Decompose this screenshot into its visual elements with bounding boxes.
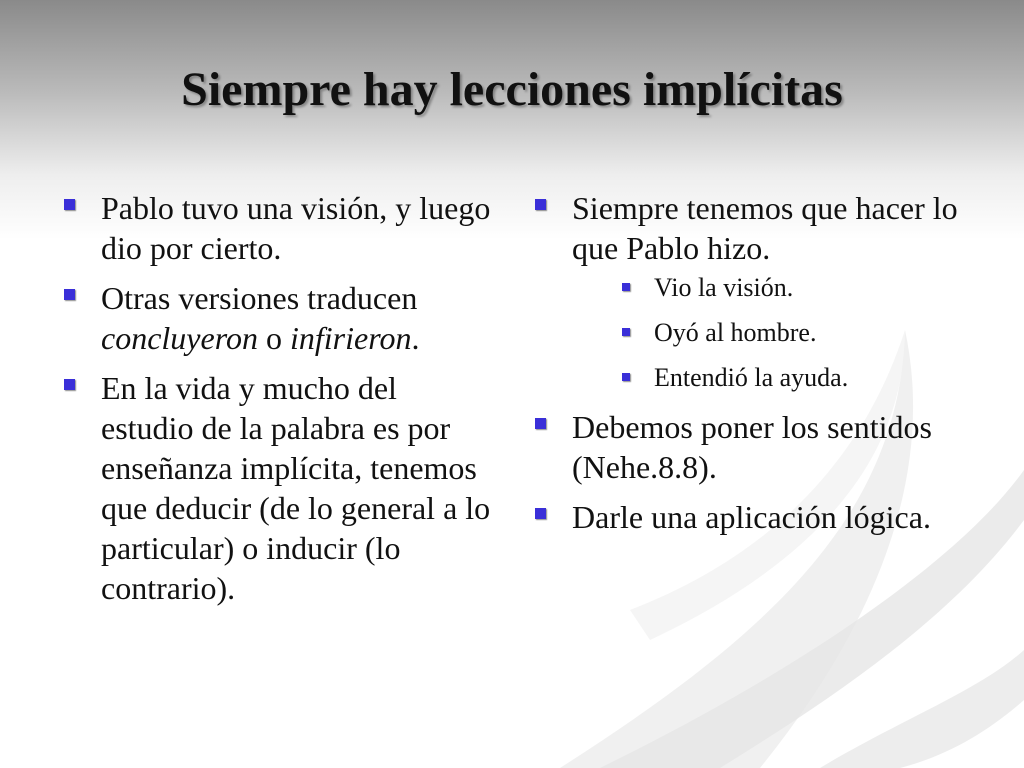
square-bullet-icon xyxy=(622,283,630,291)
sub-list-item xyxy=(620,272,973,304)
italic-term: concluyeron xyxy=(101,320,258,356)
sub-bullet-list xyxy=(620,272,973,394)
right-bullet-list xyxy=(533,188,973,547)
list-item xyxy=(62,368,492,608)
list-item-text-part: o xyxy=(257,320,290,356)
sub-list-item-text: Vio la visión. xyxy=(654,273,794,302)
left-bullet-list xyxy=(62,188,492,618)
square-bullet-icon xyxy=(535,199,546,210)
list-item xyxy=(533,188,973,394)
sub-list-item-text: Entendió la ayuda. xyxy=(654,363,849,392)
square-bullet-icon xyxy=(64,379,75,390)
list-item xyxy=(533,497,973,537)
list-item-text: Debemos poner los sentidos (Nehe.8.8). xyxy=(572,409,932,485)
square-bullet-icon xyxy=(64,199,75,210)
sub-list-item xyxy=(620,362,973,394)
list-item-text-part: Otras versiones traducen xyxy=(101,280,418,316)
list-item xyxy=(533,407,973,487)
list-item-text: Siempre tenemos que hacer lo que Pablo hizo. xyxy=(572,190,958,266)
square-bullet-icon xyxy=(64,289,75,300)
square-bullet-icon xyxy=(622,373,630,381)
list-item-text-part: . xyxy=(411,320,420,356)
slide-title: Siempre hay lecciones implícitas xyxy=(181,63,843,116)
list-item xyxy=(62,278,492,358)
sub-list-item-text: Oyó al hombre. xyxy=(654,318,817,347)
square-bullet-icon xyxy=(535,418,546,429)
list-item-text: En la vida y mucho del estudio de la palabra es por enseñanza implícita, tenemos que deducir (de lo general a lo particular) o inducir (lo contrario). xyxy=(101,370,491,606)
italic-term: infirieron xyxy=(289,320,412,356)
list-item-text: Pablo tuvo una visión, y luego dio por cierto. xyxy=(101,190,491,266)
list-item-text: Darle una aplicación lógica. xyxy=(572,499,931,535)
square-bullet-icon xyxy=(535,508,546,519)
sub-list-item xyxy=(620,317,973,349)
square-bullet-icon xyxy=(622,328,630,336)
list-item xyxy=(62,188,492,268)
